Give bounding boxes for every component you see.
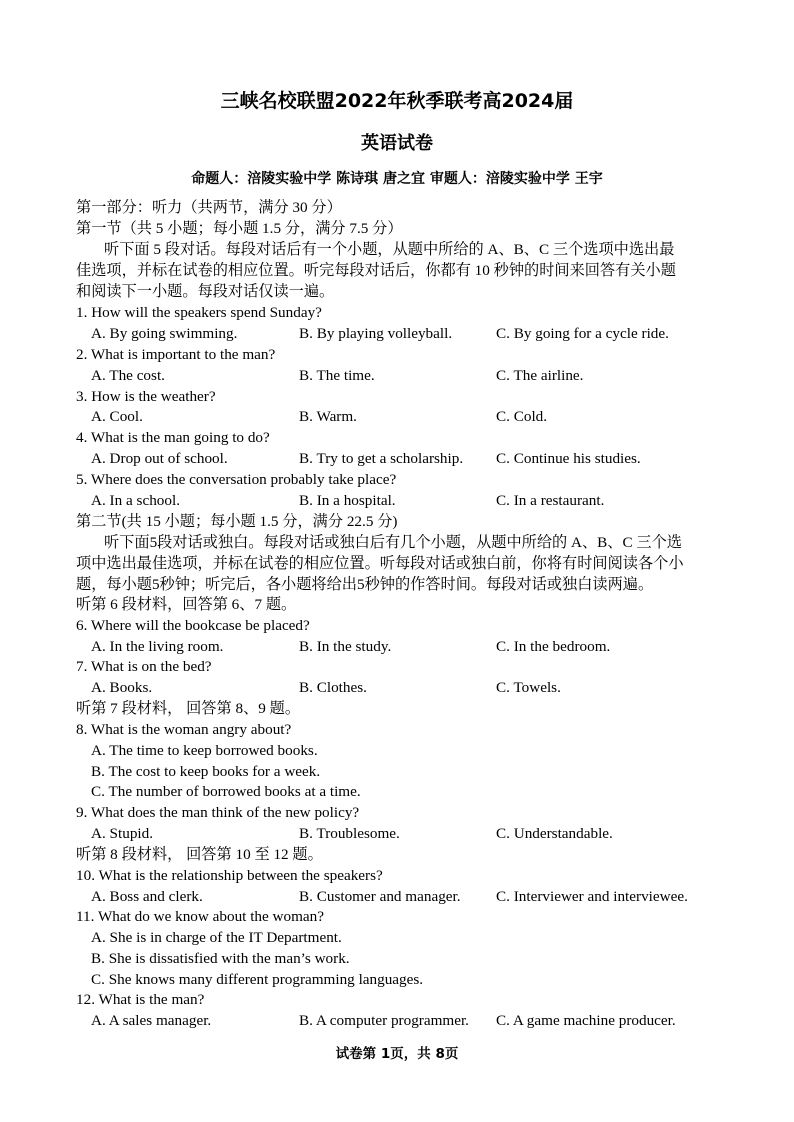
option-a: A. Cool. bbox=[91, 408, 143, 425]
section2-heading bbox=[0, 511, 794, 532]
material-6-note bbox=[0, 594, 794, 615]
question-stem bbox=[0, 427, 794, 448]
option-row bbox=[0, 323, 794, 344]
option-row bbox=[0, 823, 794, 844]
option-b: B. Clothes. bbox=[299, 679, 367, 696]
instruction-line: 听下面 5 段对话。每段对话后有一个小题，从题中所给的 A、B、C 三个选项中选出最 bbox=[104, 241, 675, 258]
option-a: A. The cost. bbox=[91, 367, 165, 384]
option-a: A. Drop out of school. bbox=[91, 450, 228, 467]
instruction-line: 佳选项，并标在试卷的相应位置。听完每段对话后，你都有 10 秒钟的时间来回答有关小题 bbox=[76, 262, 676, 279]
material-7-note bbox=[0, 698, 794, 719]
option-c: C. Interviewer and interviewee. bbox=[496, 888, 688, 905]
option-row bbox=[0, 365, 794, 386]
option-a: A. In the living room. bbox=[91, 638, 224, 655]
option-row bbox=[0, 969, 794, 990]
instruction-line: 项中选出最佳选项，并标在试卷的相应位置。听每段对话或独白前，你将有时间阅读各个小 bbox=[76, 555, 684, 572]
option-a: A. The time to keep borrowed books. bbox=[91, 742, 318, 759]
option-row bbox=[0, 927, 794, 948]
question-text: 6. Where will the bookcase be placed? bbox=[76, 617, 310, 634]
option-a: A. Books. bbox=[91, 679, 153, 696]
question-text: 4. What is the man going to do? bbox=[76, 429, 270, 446]
option-row bbox=[0, 740, 794, 761]
page-footer: 试卷第 1页，共 8页 bbox=[335, 1046, 459, 1062]
section2-instruction bbox=[0, 574, 794, 595]
option-c: C. The airline. bbox=[496, 367, 584, 384]
section1-instruction bbox=[0, 281, 794, 302]
option-c: C. Understandable. bbox=[496, 825, 613, 842]
option-b: B. Warm. bbox=[299, 408, 357, 425]
question-text: 5. Where does the conversation probably take place? bbox=[76, 471, 397, 488]
option-c: C. Cold. bbox=[496, 408, 548, 425]
option-b: B. She is dissatisfied with the man’s work. bbox=[91, 950, 350, 967]
question-stem bbox=[0, 656, 794, 677]
part1-heading-text: 第一部分：听力（共两节，满分 30 分） bbox=[76, 199, 342, 216]
option-b: B. In a hospital. bbox=[299, 492, 396, 509]
section1-heading-text: 第一节（共 5 小题；每小题 1.5 分，满分 7.5 分） bbox=[76, 220, 403, 237]
option-b: B. A computer programmer. bbox=[299, 1012, 469, 1029]
question-text: 2. What is important to the man? bbox=[76, 346, 276, 363]
question-text: 9. What does the man think of the new policy? bbox=[76, 804, 360, 821]
option-c: C. In the bedroom. bbox=[496, 638, 611, 655]
option-c: C. By going for a cycle ride. bbox=[496, 325, 669, 342]
option-c: C. She knows many different programming languages. bbox=[91, 971, 424, 988]
option-row bbox=[0, 1010, 794, 1031]
option-a: A. In a school. bbox=[91, 492, 180, 509]
question-stem bbox=[0, 615, 794, 636]
option-a: A. Boss and clerk. bbox=[91, 888, 203, 905]
option-row bbox=[0, 886, 794, 907]
exam-title: 三峡名校联盟2022年秋季联考高2024届 bbox=[220, 90, 574, 112]
part1-heading bbox=[0, 197, 794, 218]
section2-instruction bbox=[0, 532, 794, 553]
instruction-line: 和阅读下一小题。每段对话仅读一遍。 bbox=[76, 283, 335, 300]
section1-instruction bbox=[0, 260, 794, 281]
question-text: 8. What is the woman angry about? bbox=[76, 721, 292, 738]
question-text: 11. What do we know about the woman? bbox=[76, 908, 325, 925]
question-stem bbox=[0, 865, 794, 886]
option-a: A. She is in charge of the IT Department. bbox=[91, 929, 342, 946]
question-stem bbox=[0, 906, 794, 927]
question-stem bbox=[0, 302, 794, 323]
subject-title: 英语试卷 bbox=[361, 133, 433, 154]
question-text: 3. How is the weather? bbox=[76, 388, 216, 405]
question-text: 1. How will the speakers spend Sunday? bbox=[76, 304, 322, 321]
option-c: C. Continue his studies. bbox=[496, 450, 641, 467]
option-b: B. Customer and manager. bbox=[299, 888, 461, 905]
option-c: C. In a restaurant. bbox=[496, 492, 605, 509]
option-c: C. Towels. bbox=[496, 679, 561, 696]
question-stem bbox=[0, 719, 794, 740]
option-row bbox=[0, 761, 794, 782]
material-8-note bbox=[0, 844, 794, 865]
instruction-line: 听下面5段对话或独白。每段对话或独白后有几个小题，从题中所给的 A、B、C 三个选 bbox=[104, 534, 682, 551]
question-stem bbox=[0, 386, 794, 407]
option-row bbox=[0, 490, 794, 511]
section2-heading-text: 第二节(共 15 小题；每小题 1.5 分，满分 22.5 分) bbox=[76, 513, 398, 530]
instruction-line: 题，每小题5秒钟；听完后，各小题将给出5秒钟的作答时间。每段对话或独白读两遍。 bbox=[76, 576, 654, 593]
option-row bbox=[0, 406, 794, 427]
option-row bbox=[0, 636, 794, 657]
option-row bbox=[0, 948, 794, 969]
question-text: 7. What is on the bed? bbox=[76, 658, 212, 675]
option-b: B. In the study. bbox=[299, 638, 392, 655]
option-row bbox=[0, 781, 794, 802]
option-row bbox=[0, 677, 794, 698]
option-a: A. Stupid. bbox=[91, 825, 154, 842]
option-b: B. Troublesome. bbox=[299, 825, 400, 842]
section1-heading bbox=[0, 218, 794, 239]
question-stem bbox=[0, 802, 794, 823]
option-a: A. A sales manager. bbox=[91, 1012, 212, 1029]
option-b: B. The time. bbox=[299, 367, 375, 384]
option-b: B. By playing volleyball. bbox=[299, 325, 453, 342]
option-row bbox=[0, 448, 794, 469]
question-stem bbox=[0, 344, 794, 365]
option-b: B. The cost to keep books for a week. bbox=[91, 763, 321, 780]
material-note-text: 听第 8 段材料， 回答第 10 至 12 题。 bbox=[76, 846, 323, 863]
option-b: B. Try to get a scholarship. bbox=[299, 450, 464, 467]
material-note-text: 听第 6 段材料，回答第 6、7 题。 bbox=[76, 596, 297, 613]
question-text: 12. What is the man? bbox=[76, 991, 205, 1008]
option-c: C. The number of borrowed books at a time. bbox=[91, 783, 361, 800]
section2-instruction bbox=[0, 553, 794, 574]
section1-instruction bbox=[0, 239, 794, 260]
authors-line: 命题人：涪陵实验中学 陈诗琪 唐之宜 审题人：涪陵实验中学 王宇 bbox=[191, 171, 603, 187]
question-stem bbox=[0, 989, 794, 1010]
option-a: A. By going swimming. bbox=[91, 325, 238, 342]
option-c: C. A game machine producer. bbox=[496, 1012, 676, 1029]
question-stem bbox=[0, 469, 794, 490]
material-note-text: 听第 7 段材料， 回答第 8、9 题。 bbox=[76, 700, 301, 717]
question-text: 10. What is the relationship between the speakers? bbox=[76, 867, 383, 884]
